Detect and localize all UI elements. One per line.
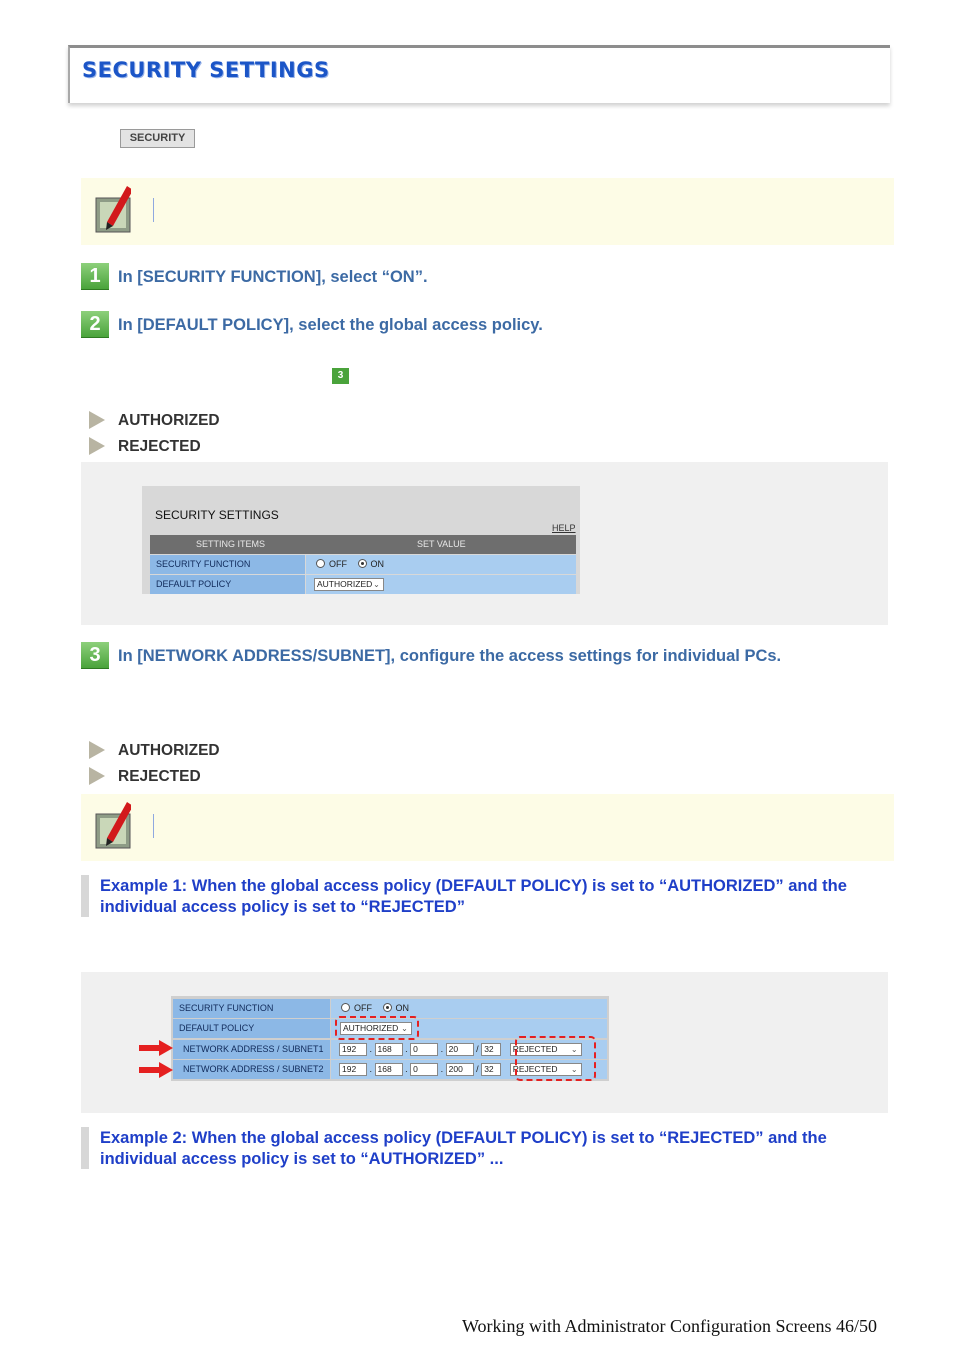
step-reference-badge: 3 — [332, 368, 349, 384]
ip-octet-input[interactable]: 0 — [410, 1063, 438, 1076]
radio-on-label: ON — [370, 559, 385, 569]
option-label: REJECTED — [118, 768, 201, 785]
row-label: SECURITY FUNCTION — [150, 555, 305, 574]
bullet-arrow-icon — [89, 411, 105, 429]
ip-dot: . — [369, 1064, 373, 1074]
row-label: NETWORK ADDRESS / SUBNET1 — [173, 1040, 330, 1059]
ip-dot: . — [369, 1044, 373, 1054]
default-policy-select[interactable] — [314, 578, 384, 591]
screenshot-title: SECURITY SETTINGS — [155, 508, 279, 522]
mask-slash: / — [476, 1044, 479, 1054]
ip-octet-input[interactable]: 20 — [446, 1043, 474, 1056]
ip-octet-input[interactable]: 168 — [375, 1043, 403, 1056]
note-divider — [153, 814, 154, 838]
ip-dot: . — [405, 1064, 408, 1074]
radio-on[interactable] — [358, 559, 367, 568]
chevron-down-icon: ⌄ — [373, 580, 380, 590]
note-pencil-icon — [93, 800, 131, 850]
chevron-down-icon: ⌄ — [570, 1045, 578, 1055]
red-arrow-icon — [139, 1062, 173, 1078]
bullet-arrow-icon — [89, 741, 105, 759]
ip-dot: . — [405, 1044, 408, 1054]
ip-octet-input[interactable]: 0 — [410, 1043, 438, 1056]
option-label: AUTHORIZED — [118, 412, 220, 429]
select-value: REJECTED — [512, 1064, 558, 1075]
radio-off-label: OFF — [354, 1003, 372, 1013]
row-label: NETWORK ADDRESS / SUBNET2 — [173, 1060, 330, 1079]
ip-octet-input[interactable]: 200 — [446, 1063, 474, 1076]
ip-dot: . — [440, 1044, 444, 1054]
radio-on-label: ON — [395, 1003, 410, 1013]
subnet-mask-input[interactable]: 32 — [481, 1043, 501, 1056]
step-number: 1 — [81, 263, 109, 290]
red-arrow-icon — [139, 1040, 173, 1056]
step-number: 3 — [81, 642, 109, 669]
page-footer: Working with Administrator Configuration Screens 46/50 — [462, 1316, 878, 1336]
note-divider — [153, 198, 154, 222]
step-text: In [DEFAULT POLICY], select the global access policy. — [118, 316, 543, 334]
note-box — [81, 178, 894, 245]
column-header: SETTING ITEMS — [196, 539, 266, 549]
radio-on[interactable] — [383, 1003, 392, 1012]
step-text: In [NETWORK ADDRESS/SUBNET], configure the access settings for individual PCs. — [118, 647, 782, 665]
example-marker — [81, 1127, 89, 1169]
example-marker — [81, 875, 89, 917]
table-header — [150, 535, 576, 554]
option-label: REJECTED — [118, 438, 201, 455]
subnet-mask-input[interactable]: 32 — [481, 1063, 501, 1076]
row-label: SECURITY FUNCTION — [173, 999, 330, 1018]
note-pencil-icon — [93, 184, 131, 234]
bullet-arrow-icon — [89, 767, 105, 785]
help-link[interactable]: HELP — [552, 523, 576, 533]
step-number: 2 — [81, 311, 109, 338]
example-heading: Example 1: When the global access policy (DEFAULT POLICY) is set to “AUTHORIZED” and the individual access policy is set to “REJECTED” — [100, 877, 847, 916]
row-label: DEFAULT POLICY — [173, 1019, 330, 1038]
step-text: In [SECURITY FUNCTION], select “ON”. — [118, 268, 428, 286]
page-title: SECURITY SETTINGS — [82, 58, 330, 82]
security-menu-button[interactable]: SECURITY — [120, 129, 195, 148]
example-heading: Example 2: When the global access policy (DEFAULT POLICY) is set to “REJECTED” and the individual access policy is set to “AUTHORIZED” ... — [100, 1129, 827, 1168]
ip-octet-input[interactable]: 192 — [339, 1043, 367, 1056]
note-box — [81, 794, 894, 861]
ip-octet-input[interactable]: 168 — [375, 1063, 403, 1076]
chevron-down-icon: ⌄ — [570, 1065, 578, 1075]
radio-off[interactable] — [341, 1003, 350, 1012]
select-value: AUTHORIZED — [343, 1023, 399, 1034]
radio-off[interactable] — [316, 559, 325, 568]
column-header: SET VALUE — [417, 539, 466, 549]
mask-slash: / — [476, 1064, 479, 1074]
radio-off-label: OFF — [329, 559, 347, 569]
default-policy-value — [306, 575, 576, 594]
ip-octet-input[interactable]: 192 — [339, 1063, 367, 1076]
security-function-value — [306, 555, 576, 574]
highlight-subnet-policies — [512, 1036, 596, 1081]
highlight-default-policy — [335, 1016, 419, 1040]
select-value: REJECTED — [512, 1044, 558, 1055]
ip-dot: . — [440, 1064, 444, 1074]
option-label: AUTHORIZED — [118, 742, 220, 759]
bullet-arrow-icon — [89, 437, 105, 455]
row-label: DEFAULT POLICY — [150, 575, 305, 594]
select-value: AUTHORIZED — [317, 579, 373, 590]
chevron-down-icon: ⌄ — [401, 1024, 408, 1034]
